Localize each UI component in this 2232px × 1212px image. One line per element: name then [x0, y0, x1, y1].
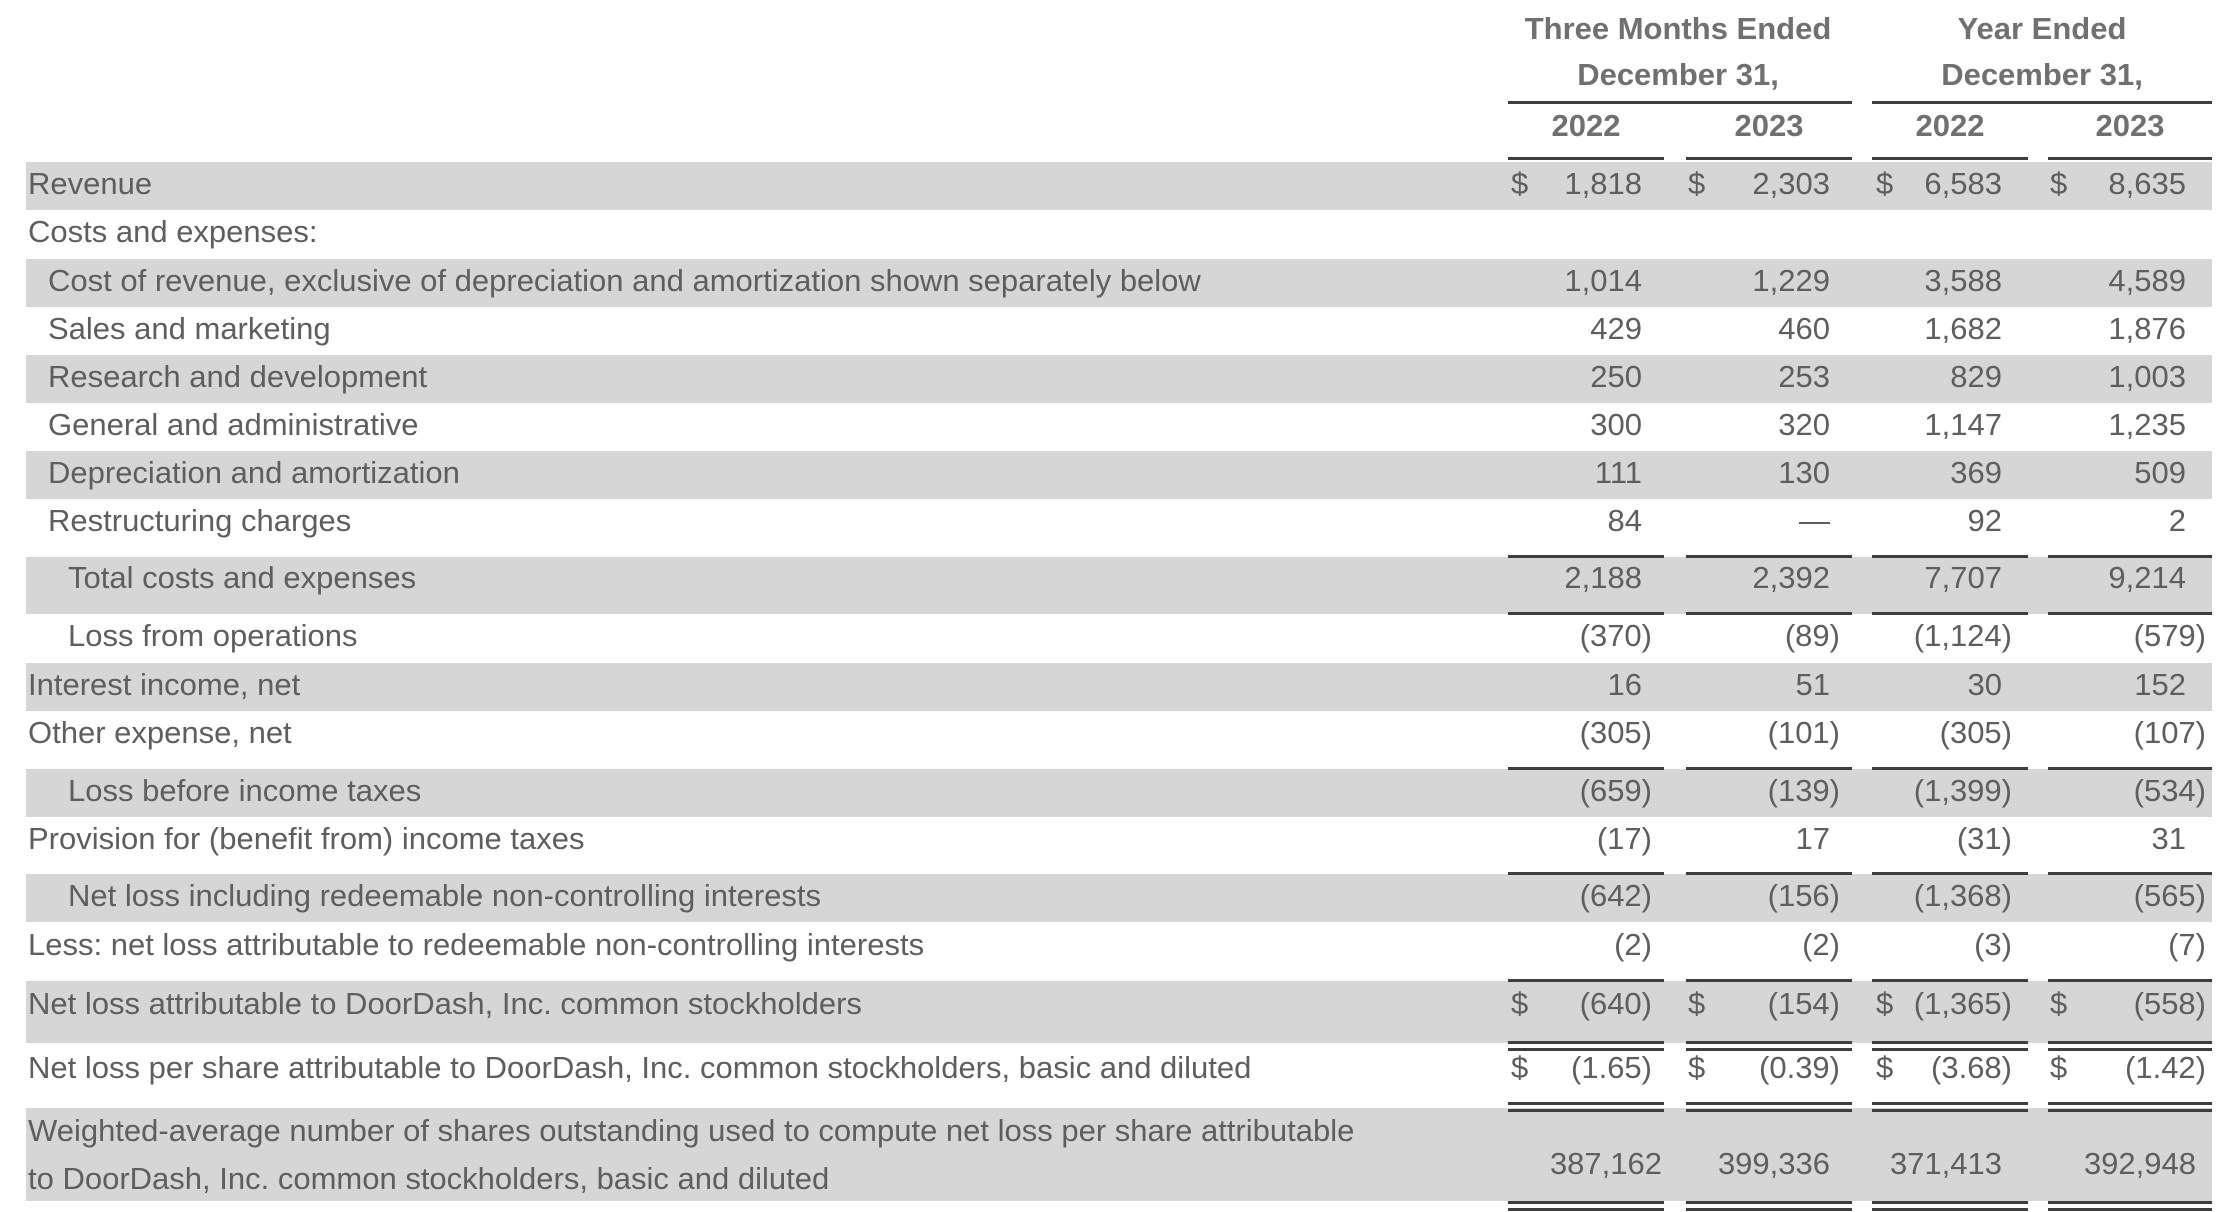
- total-double-rule: [1686, 1201, 1852, 1211]
- value-cell: (305): [1939, 715, 2012, 750]
- value-cell: 392,948: [2083, 1146, 2196, 1181]
- value-cell: (156): [1767, 878, 1840, 913]
- row-label-restructuring-charges: Restructuring charges: [48, 503, 352, 538]
- value-cell: 460: [1778, 311, 1830, 346]
- value-cell: (659): [1579, 773, 1652, 808]
- currency-symbol: $: [1688, 986, 1706, 1021]
- subtotal-rule: [2048, 872, 2212, 875]
- value-cell: 300: [1590, 407, 1642, 442]
- value-cell: (139): [1767, 773, 1840, 808]
- value-cell: 1,147: [1924, 407, 2002, 442]
- subtotal-rule: [1508, 767, 1664, 770]
- row-label-depreciation-and-amortization: Depreciation and amortization: [48, 455, 460, 490]
- value-cell: (370): [1579, 618, 1652, 653]
- value-cell: 829: [1950, 359, 2002, 394]
- value-cell: (558): [2133, 986, 2206, 1021]
- total-double-rule: [1686, 1102, 1852, 1112]
- total-double-rule: [1872, 1201, 2028, 1211]
- value-cell: (89): [1784, 618, 1840, 653]
- currency-symbol: $: [2050, 166, 2068, 201]
- currency-symbol: $: [1511, 986, 1529, 1021]
- row-label-provision-for-income-taxes: Provision for (benefit from) income taxes: [28, 821, 585, 856]
- total-double-rule: [1508, 1201, 1664, 1211]
- currency-symbol: $: [1876, 1050, 1894, 1085]
- header-group-line1: Year Ended: [1957, 11, 2127, 46]
- value-cell: 369: [1950, 455, 2002, 490]
- subtotal-rule: [1508, 612, 1664, 615]
- value-cell: 2,392: [1752, 560, 1830, 595]
- header-group-line2: December 31,: [1577, 57, 1779, 92]
- value-cell: 8,635: [2108, 166, 2186, 201]
- row-label-general-and-administrative: General and administrative: [48, 407, 419, 442]
- value-cell: (1,124): [1913, 618, 2012, 653]
- value-cell: 30: [1967, 667, 2002, 702]
- subtotal-rule: [1508, 979, 1664, 982]
- year-rule: [1872, 157, 2028, 160]
- value-cell: 3,588: [1924, 263, 2002, 298]
- value-cell: 9,214: [2108, 560, 2186, 595]
- value-cell: (154): [1767, 986, 1840, 1021]
- row-label-interest-income: Interest income, net: [28, 667, 301, 702]
- value-cell: (3): [1974, 927, 2012, 962]
- total-double-rule: [2048, 1201, 2212, 1211]
- row-label-weighted-average-shares-line1: Weighted-average number of shares outstanding used to compute net loss per share attributable: [28, 1113, 1355, 1148]
- currency-symbol: $: [2050, 986, 2068, 1021]
- value-cell: 1,235: [2108, 407, 2186, 442]
- value-cell: 387,162: [1549, 1146, 1662, 1181]
- value-cell: (17): [1596, 821, 1652, 856]
- value-cell: (0.39): [1759, 1050, 1840, 1085]
- subtotal-rule: [1872, 767, 2028, 770]
- currency-symbol: $: [1511, 1050, 1529, 1085]
- value-cell: (1,399): [1913, 773, 2012, 808]
- value-cell: (31): [1956, 821, 2012, 856]
- value-cell: (7): [2168, 927, 2206, 962]
- value-cell: 130: [1778, 455, 1830, 490]
- value-cell: (3.68): [1931, 1050, 2012, 1085]
- value-cell: 1,682: [1924, 311, 2002, 346]
- header-rule: [1508, 101, 1852, 104]
- value-cell: 51: [1795, 667, 1830, 702]
- header-group-three-months: [1508, 6, 1848, 98]
- value-cell: (534): [2133, 773, 2206, 808]
- subtotal-rule: [1686, 612, 1852, 615]
- row-label-less-net-loss-nci: Less: net loss attributable to redeemable non-controlling interests: [28, 927, 925, 962]
- row-band: [26, 663, 2212, 711]
- row-label-loss-before-income-taxes: Loss before income taxes: [68, 773, 422, 808]
- subtotal-rule: [1508, 555, 1664, 558]
- value-cell: (2): [1802, 927, 1840, 962]
- year-header: 2023: [2095, 108, 2165, 143]
- currency-symbol: $: [1876, 166, 1894, 201]
- value-cell: 253: [1778, 359, 1830, 394]
- value-cell: 7,707: [1924, 560, 2002, 595]
- value-cell: 1,003: [2108, 359, 2186, 394]
- value-cell: (579): [2133, 618, 2206, 653]
- value-cell: 2,303: [1752, 166, 1830, 201]
- year-rule: [1686, 157, 1852, 160]
- subtotal-rule: [2048, 979, 2212, 982]
- value-cell: —: [1799, 503, 1830, 538]
- row-label-research-and-development: Research and development: [48, 359, 428, 394]
- currency-symbol: $: [1688, 166, 1706, 201]
- total-double-rule: [1508, 1102, 1664, 1112]
- subtotal-rule: [2048, 767, 2212, 770]
- value-cell: 6,583: [1924, 166, 2002, 201]
- total-double-rule: [1872, 1102, 2028, 1112]
- value-cell: (101): [1767, 715, 1840, 750]
- value-cell: 371,413: [1889, 1146, 2002, 1181]
- currency-symbol: $: [1688, 1050, 1706, 1085]
- value-cell: (1,365): [1913, 986, 2012, 1021]
- header-group-year: [1872, 6, 2212, 98]
- value-cell: 429: [1590, 311, 1642, 346]
- total-double-rule: [2048, 1102, 2212, 1112]
- year-header: 2022: [1551, 108, 1621, 143]
- subtotal-rule: [1872, 555, 2028, 558]
- value-cell: 4,589: [2108, 263, 2186, 298]
- subtotal-rule: [1872, 979, 2028, 982]
- value-cell: 2: [2168, 503, 2186, 538]
- value-cell: (565): [2133, 878, 2206, 913]
- value-cell: 17: [1795, 821, 1830, 856]
- value-cell: 84: [1607, 503, 1642, 538]
- value-cell: 1,014: [1564, 263, 1642, 298]
- value-cell: 399,336: [1717, 1146, 1830, 1181]
- value-cell: (107): [2133, 715, 2206, 750]
- value-cell: 1,876: [2108, 311, 2186, 346]
- value-cell: 152: [2134, 667, 2186, 702]
- value-cell: (642): [1579, 878, 1652, 913]
- value-cell: 16: [1607, 667, 1642, 702]
- value-cell: (2): [1614, 927, 1652, 962]
- value-cell: (1.42): [2125, 1050, 2206, 1085]
- value-cell: 92: [1967, 503, 2002, 538]
- subtotal-rule: [1508, 872, 1664, 875]
- row-label-weighted-average-shares-line2: to DoorDash, Inc. common stockholders, basic and diluted: [28, 1161, 830, 1196]
- year-rule: [1508, 157, 1664, 160]
- year-rule: [2048, 157, 2212, 160]
- subtotal-rule: [1872, 612, 2028, 615]
- row-label-sales-and-marketing: Sales and marketing: [48, 311, 331, 346]
- header-group-line1: Three Months Ended: [1524, 11, 1832, 46]
- row-label-cost-of-revenue: Cost of revenue, exclusive of depreciation and amortization shown separately below: [48, 263, 1201, 298]
- year-header: 2023: [1734, 108, 1804, 143]
- row-label-total-costs-and-expenses: Total costs and expenses: [68, 560, 417, 595]
- value-cell: (1,368): [1913, 878, 2012, 913]
- row-label-net-loss-including-nci: Net loss including redeemable non-controlling interests: [68, 878, 822, 913]
- header-group-line2: December 31,: [1941, 57, 2143, 92]
- value-cell: 1,229: [1752, 263, 1830, 298]
- row-label-net-loss-attributable: Net loss attributable to DoorDash, Inc. common stockholders: [28, 986, 862, 1021]
- row-label-costs-and-expenses: Costs and expenses:: [28, 214, 318, 249]
- row-label-revenue: Revenue: [28, 166, 153, 201]
- subtotal-rule: [2048, 555, 2212, 558]
- header-rule: [1872, 101, 2212, 104]
- row-label-loss-from-operations: Loss from operations: [68, 618, 358, 653]
- currency-symbol: $: [2050, 1050, 2068, 1085]
- subtotal-rule: [2048, 612, 2212, 615]
- value-cell: (1.65): [1571, 1050, 1652, 1085]
- currency-symbol: $: [1511, 166, 1529, 201]
- value-cell: 111: [1594, 455, 1642, 490]
- subtotal-rule: [1686, 979, 1852, 982]
- subtotal-rule: [1686, 555, 1852, 558]
- subtotal-rule: [1872, 872, 2028, 875]
- year-header: 2022: [1915, 108, 1985, 143]
- value-cell: 31: [2151, 821, 2186, 856]
- value-cell: 1,818: [1564, 166, 1642, 201]
- value-cell: 2,188: [1564, 560, 1642, 595]
- value-cell: (305): [1579, 715, 1652, 750]
- row-label-net-loss-per-share: Net loss per share attributable to DoorDash, Inc. common stockholders, basic and diluted: [28, 1050, 1252, 1085]
- row-label-other-expense: Other expense, net: [28, 715, 292, 750]
- value-cell: (640): [1579, 986, 1652, 1021]
- currency-symbol: $: [1876, 986, 1894, 1021]
- value-cell: 509: [2134, 455, 2186, 490]
- subtotal-rule: [1686, 767, 1852, 770]
- subtotal-rule: [1686, 872, 1852, 875]
- value-cell: 250: [1590, 359, 1642, 394]
- value-cell: 320: [1778, 407, 1830, 442]
